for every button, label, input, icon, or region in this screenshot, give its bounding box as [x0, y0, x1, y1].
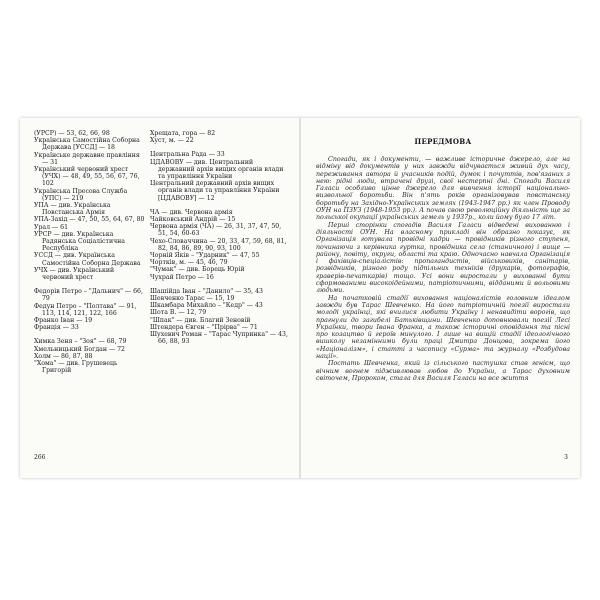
page-number-left: 266	[34, 454, 46, 461]
index-entry: Центральна Рада — 33	[150, 151, 225, 159]
index-entry: Химка Зеня – "Зоя" — 68, 79	[34, 338, 127, 346]
index-entry: Центральний державний архів вищих органів влади та управління України [ЦДАВОВУ] — 12	[150, 180, 280, 202]
index-entry: Шашійда Іван – "Данило" — 35, 43	[150, 287, 263, 295]
preface-paragraph: На початковій стадії виховання націоналістів головним ідеалом завжди був Тарас Шевченко. На його патріотичній поезії виростали молоді українці, які вчилися любити Україну і ненавидіти ворогів, що прагнули до загибелі Батьківщини. Шевченко доповнювали поезії Лесі Українки, твори Івана Франка, а також історичні оповідання та пісні про козацтво й героїв минулого. І лише на вищій стадії ідеологічного вишколу незамінними були праці Дмитра Донцова, зокрема його «Націоналізм», і статті з часопису «Сурма» та журналу «Розбудова нації».	[316, 294, 570, 361]
index-entry: ЦДАВОВУ — див. Центральний державний архів вищих органів влади та управління України	[150, 158, 284, 181]
index-entry: Урал — 61	[34, 223, 69, 231]
index-letter-gap	[34, 331, 146, 338]
preface-paragraph: Постать Шевченка, який із сільського пастушка став генієм, що вічним вогнем підживлював любов до України, а Тарас духовним світочем, Пророком, стала для Василя Галаси на все життя	[316, 360, 570, 382]
index-entry: Федун Петро – "Полтава" — 91, 113, 114, 121, 122, 166	[34, 302, 137, 317]
index-entry: "Хома" — див. Грушевець Григорій	[34, 360, 118, 375]
index-entry: УРСР — див. Українська Радянська Соціалістична Республіка	[34, 230, 125, 253]
index-entry: Українське державне правління — 31	[34, 151, 140, 166]
index-entry: Червона армія (ЧА) — 26, 31, 37, 47, 50, 51, 54, 60-63	[150, 223, 282, 238]
index-entry: УПА-Захід — 47, 50, 55, 64, 67, 80	[34, 216, 145, 224]
index-entry: Чайковський Андрій — 15	[150, 216, 236, 224]
index-letter-gap	[150, 144, 290, 151]
index-entry: Чорній Яків – "Ударник" — 47, 55	[150, 252, 260, 260]
book-spread	[20, 118, 580, 478]
index-entry: "Шпак" — див. Благий Зеновій	[150, 316, 251, 324]
index-entry: Хрещата, гора — 82	[150, 130, 216, 137]
index-entry: Шкамбара Михайло – "Кедр" — 43	[150, 302, 263, 310]
index-entry: Чехо-Словаччина — 20, 33, 47, 59, 68, 81, 82, 84, 86, 89, 90, 93, 100	[150, 237, 287, 252]
index-entry: Шота В. — 12, 79	[150, 309, 207, 317]
index-entry: ЧА — див. Червона армія	[150, 208, 233, 216]
index-entry: Шухевич Роман – "Тарас Чупринка" — 43, 66, 88, 93	[150, 331, 288, 346]
index-entry: Хуст, м. — 22	[150, 137, 194, 145]
book-gutter	[299, 118, 301, 478]
index-entry: Чухрай Петро — 16	[150, 273, 214, 281]
index-entry: (УРСР) — 53, 62, 66, 98	[34, 130, 110, 137]
index-letter-gap	[34, 281, 146, 288]
index-entry: УССД — див. Українська Самостійна Соборна Держава	[34, 252, 141, 267]
preface-text	[316, 156, 570, 382]
index-entry: Українська Пресова Служба (УПС) — 219	[34, 187, 128, 202]
index-entry: Штендера Євген – "Прірва" — 71	[150, 323, 258, 331]
index-entry: Холм — 86, 87, 88	[34, 352, 93, 360]
index-entry: УПА — див. Українська Повстанська Армія	[34, 202, 111, 217]
page-number-right: 3	[564, 454, 568, 461]
index-entry: УЧХ — див. Український червоний хрест	[34, 266, 115, 282]
index-column-2	[150, 130, 290, 345]
index-entry: Федорів Петро – "Дальнич" — 66, 79	[34, 288, 143, 303]
page-title: ПЕРЕДМОВА	[414, 137, 472, 146]
index-letter-gap	[150, 202, 290, 209]
index-column-1	[34, 130, 146, 375]
index-entry: Франко Іван — 19	[34, 317, 93, 325]
index-entry: Хмельницький Богдан — 72	[34, 345, 125, 353]
preface-paragraph: Перші сторінки спогадів Василя Галаси відведені вихованню і діяльності ОУН. На власному прикладі він образно показує, як Організація готувала провідні кадри — провідників різного ступеня, починаючи з керівника гуртка, провідника села (станичного) і вище — району, повіту, округи, області та краю. Одночасно навчала Організація і фахівців-спеціалістів: пропагандистів, військовиків, санітарів, розвідників, різного роду підпільних техніків (друкарів, фотографів, граверів-печаткарів) тощо. Усі вони виростали у вихованні бути сформованими високоідейними, патріотичними, відданими й вольовими людьми.	[316, 221, 570, 295]
index-letter-gap	[150, 281, 290, 288]
index-entry: Франція — 33	[34, 324, 79, 332]
preface-paragraph: Спогади, як і документи, — важливе історичне джерело, але на відміну від документів у них завжди відчувається живий дух часу, переживання автора й учасників подій, думок і почуттів, пов'язаних з нею: рідні люди, втрачені друзі, свої нестерпні дні. Спогади Василя Галаси особливо цінне джерело для вивчення історії національно-визвольної боротьби. Він п'ять років організовував повстанську боротьбу на Західно-Українських землях (1943-1947 рр.) як член Проводу ОУН на ПЗУЗ (1948-1953 рр.). А почав свою революційну діяльність ще за польської окупації українських земель у 1937р., коли йому було 17 літ.	[316, 156, 570, 222]
index-entry: Чортків, м. — 45, 46, 79	[150, 259, 228, 267]
index-entry: "Чумак" — див. Борець Юрій	[150, 266, 245, 274]
index-entry: Український червоний хрест (УЧХ) — 48, 49, 55, 56, 67, 76, 102	[34, 166, 140, 188]
index-entry: Шевченко Тарас — 15, 19	[150, 295, 235, 303]
index-entry: Українська Самостійна Соборна Держава [УССД] — 18	[34, 137, 140, 152]
